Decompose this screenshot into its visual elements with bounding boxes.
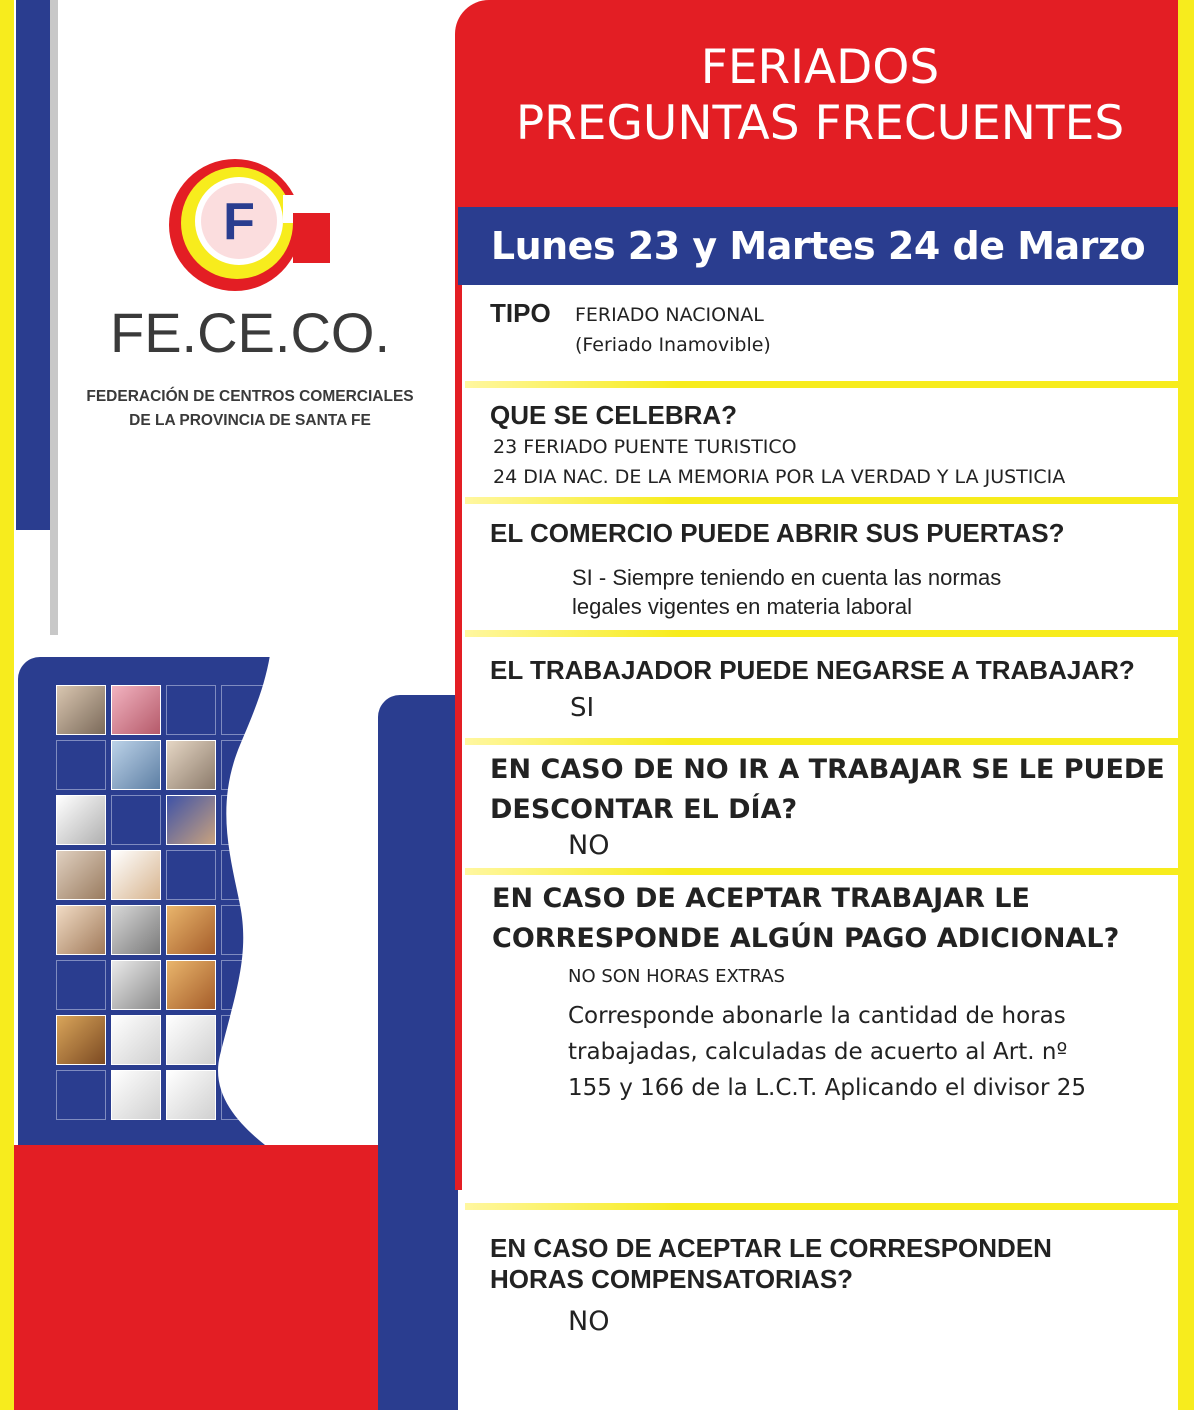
title-line: PREGUNTAS FRECUENTES xyxy=(515,96,1125,151)
white-silhouette-shape xyxy=(210,655,360,1145)
date-banner: Lunes 23 y Martes 24 de Marzo 2015 xyxy=(458,207,1178,285)
answer-line: 24 DIA NAC. DE LA MEMORIA POR LA VERDAD Y LA JUSTICIA xyxy=(493,466,1066,488)
section-divider xyxy=(465,868,1178,875)
faq-answer xyxy=(568,998,1086,1106)
organization-name-line: FEDERACIÓN DE CENTROS COMERCIALES xyxy=(86,388,414,405)
photo-tile xyxy=(166,960,216,1010)
photo-tile xyxy=(166,795,216,845)
section-divider xyxy=(465,497,1178,504)
photo-tile xyxy=(111,1070,161,1120)
title-line: FERIADOS xyxy=(700,40,940,95)
faq-question xyxy=(490,750,1165,830)
question-line: EN CASO DE ACEPTAR TRABAJAR LE xyxy=(492,883,1030,914)
organization-name-line: DE LA PROVINCIA DE SANTA FE xyxy=(129,412,371,429)
photo-tile xyxy=(111,740,161,790)
question-line: DESCONTAR EL DÍA? xyxy=(490,794,798,825)
faq-answer xyxy=(493,432,1065,492)
answer-line: 155 y 166 de la L.C.T. Aplicando el divisor 25 xyxy=(568,1075,1086,1101)
red-bottom-block xyxy=(14,1145,384,1410)
tipo-label: TIPO xyxy=(490,298,551,328)
section-divider xyxy=(465,630,1178,637)
blue-column xyxy=(378,695,458,1410)
svg-text:F: F xyxy=(223,193,255,251)
faq-question xyxy=(490,1233,1052,1295)
grid-cell xyxy=(111,795,161,845)
grid-cell xyxy=(56,1070,106,1120)
question-line: EN CASO DE ACEPTAR LE CORRESPONDEN xyxy=(490,1233,1052,1263)
faq-answer: NO xyxy=(568,830,610,861)
yellow-border-left xyxy=(0,0,14,1410)
blue-vertical-bar xyxy=(16,0,50,530)
answer-line: legales vigentes en materia laboral xyxy=(572,594,912,619)
photo-tile xyxy=(166,1070,216,1120)
fececo-logo-icon xyxy=(165,155,330,295)
organization-short-name: FE.CE.CO. xyxy=(109,301,391,364)
photo-tile xyxy=(56,905,106,955)
section-divider xyxy=(465,1203,1178,1210)
question-line: EN CASO DE NO IR A TRABAJAR SE LE PUEDE xyxy=(490,754,1165,785)
faq-answer: NO xyxy=(568,1306,610,1337)
answer-line: Corresponde abonarle la cantidad de horas xyxy=(568,1003,1066,1029)
page-title xyxy=(470,40,1170,152)
photo-tile xyxy=(166,1015,216,1065)
grid-cell xyxy=(56,740,106,790)
yellow-border-right xyxy=(1178,0,1194,1410)
grid-cell xyxy=(166,685,216,735)
organization-full-name xyxy=(60,385,440,433)
faq-question: EL COMERCIO PUEDE ABRIR SUS PUERTAS? xyxy=(490,518,1065,548)
grid-cell xyxy=(56,960,106,1010)
photo-tile xyxy=(166,740,216,790)
section-divider xyxy=(465,381,1178,388)
answer-line: SI - Siempre teniendo en cuenta las normas xyxy=(572,565,1002,590)
photo-tile xyxy=(111,1015,161,1065)
section-divider xyxy=(465,738,1178,745)
answer-line: trabajadas, calculadas de acuerto al Art. nº xyxy=(568,1039,1068,1065)
grid-cell xyxy=(166,850,216,900)
tipo-value-line: (Feriado Inamovible) xyxy=(575,334,771,356)
photo-tile xyxy=(111,905,161,955)
photo-tile xyxy=(166,905,216,955)
photo-tile xyxy=(111,685,161,735)
faq-answer xyxy=(572,563,1001,621)
photo-tile xyxy=(56,685,106,735)
answer-line: 23 FERIADO PUENTE TURISTICO xyxy=(493,436,797,458)
photo-tile xyxy=(56,850,106,900)
tipo-value xyxy=(575,300,771,360)
faq-question: QUE SE CELEBRA? xyxy=(490,400,738,430)
faq-question: EL TRABAJADOR PUEDE NEGARSE A TRABAJAR? xyxy=(490,655,1135,685)
photo-tile xyxy=(111,850,161,900)
faq-question xyxy=(492,879,1119,959)
photo-tile xyxy=(56,795,106,845)
photo-tile xyxy=(56,1015,106,1065)
tipo-value-line: FERIADO NACIONAL xyxy=(575,304,764,326)
grey-vertical-line xyxy=(50,0,58,635)
faq-answer-note: NO SON HORAS EXTRAS xyxy=(568,966,785,987)
faq-answer: SI xyxy=(570,693,595,723)
question-line: CORRESPONDE ALGÚN PAGO ADICIONAL? xyxy=(492,923,1120,954)
question-line: HORAS COMPENSATORIAS? xyxy=(490,1264,854,1294)
photo-tile xyxy=(111,960,161,1010)
